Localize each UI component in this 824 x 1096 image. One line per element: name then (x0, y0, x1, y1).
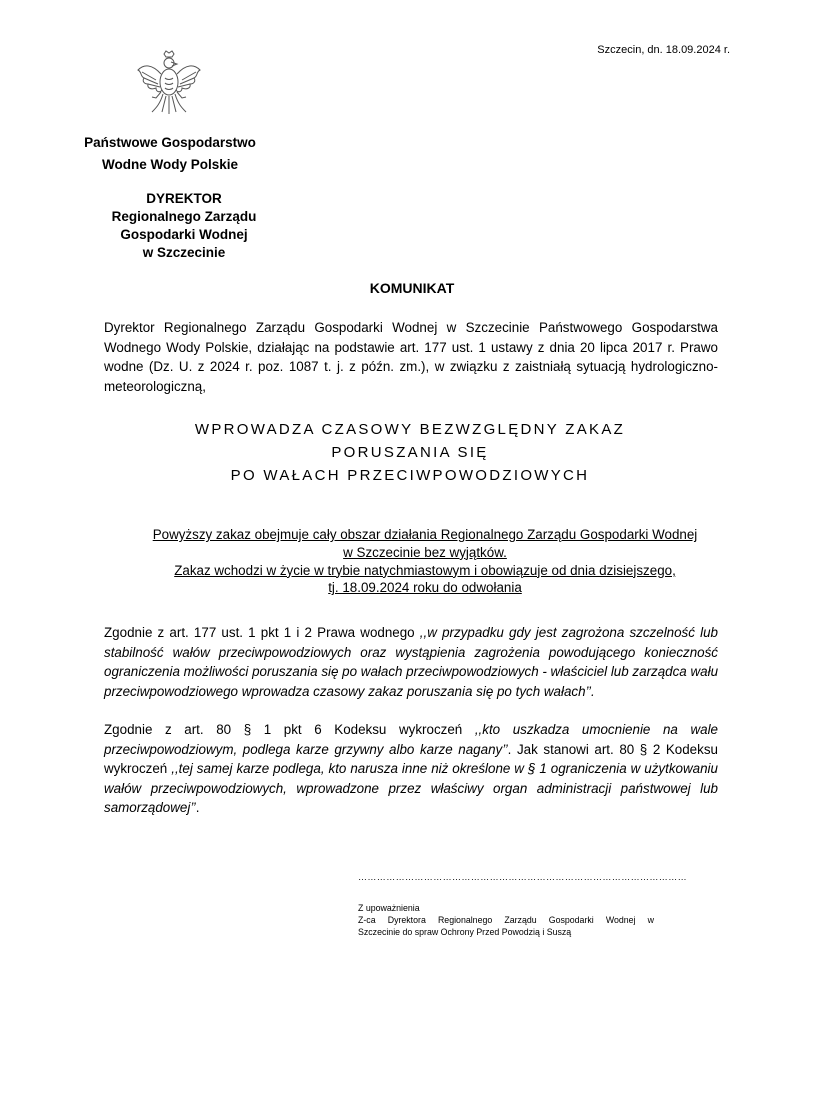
scope-line: w Szczecinie bez wyjątków. (343, 544, 507, 560)
director-block (60, 190, 308, 262)
signature-block (358, 902, 654, 938)
polish-eagle-icon (134, 50, 204, 118)
law-quote: ,,kto uszkadza umocnienie na wale przeciwpowodziowym, podlega karze grzywny albo karze nagany’’ (104, 722, 718, 757)
ban-headline (100, 418, 720, 487)
director-title: DYREKTOR (146, 191, 222, 206)
scope-line: Powyższy zakaz obejmuje cały obszar działania Regionalnego Zarządu Gospodarki Wodnej (152, 527, 698, 542)
director-line: Gospodarki Wodnej (120, 227, 248, 242)
director-line: w Szczecinie (142, 245, 226, 260)
headline-line: WPROWADZA CZASOWY BEZWZGLĘDNY ZAKAZ (194, 421, 626, 438)
scope-line: Zakaz wchodzi w życie w trybie natychmiastowym i obowiązuje od dnia dzisiejszego, (174, 562, 676, 578)
paragraph-lead: Zgodnie z art. 80 § 1 pkt 6 Kodeksu wykroczeń (104, 722, 475, 737)
legal-basis-paragraph (104, 623, 718, 701)
organization-line: Państwowe Gospodarstwo (84, 135, 256, 150)
place-date: Szczecin, dn. 18.09.2024 r. (597, 44, 730, 56)
penalty-paragraph (104, 720, 718, 818)
document-title: KOMUNIKAT (369, 280, 455, 296)
paragraph-lead: Zgodnie z art. 177 ust. 1 pkt 1 i 2 Prawa wodnego (104, 625, 420, 640)
ban-scope (100, 526, 750, 597)
headline-line: PORUSZANIA SIĘ (331, 444, 489, 461)
signature-line: …………………………………………………………………………………………… (358, 872, 687, 882)
headline-line: PO WAŁACH PRZECIWPOWODZIOWYCH (230, 467, 590, 484)
law-quote: ,,w przypadku gdy jest zagrożona szczelność lub stabilność wałów przeciwpowodziowych oraz wystąpienia zagrożenia powodującego konieczność ograniczenia możliwości poruszania się po wałach przeciwpowodziowych - właściciel lub zarządca wału przeciwpowodziowego wprowadza czasowy zakaz poruszania się po tych wałach’’. (104, 625, 719, 699)
law-quote: ,,tej samej karze podlega, kto narusza inne niż określone w § 1 ograniczenia w użytkowaniu wałów przeciwpowodziowych, wprowadzone przez właściwy organ administracji państwowej lub samorządowej’’ (104, 761, 718, 815)
scope-line: tj. 18.09.2024 roku do odwołania (328, 580, 522, 596)
signature-role: Szczecinie do spraw Ochrony Przed Powodzią i Suszą (358, 927, 572, 937)
signature-authorization: Z upoważnienia (358, 903, 420, 913)
director-line: Regionalnego Zarządu (111, 209, 257, 224)
signature-role: Z-ca Dyrektora Regionalnego Zarządu Gospodarki Wodnej w (358, 915, 654, 925)
paragraph-text: . Jak stanowi art. 80 § 2 Kodeksu wykroczeń (104, 741, 718, 776)
organization-name (60, 132, 280, 176)
paragraph-text: . (195, 800, 200, 815)
organization-line: Wodne Wody Polskie (101, 157, 239, 172)
intro-paragraph: Dyrektor Regionalnego Zarządu Gospodarki Wodnej w Szczecinie Państwowego Gospodarstwa Wodnego Wody Polskie, działając na podstawie art. 177 ust. 1 ustawy z dnia 20 lipca 2017 r. Prawo wodne (Dz. U. z 2024 r. poz. 1087 t. j. z późn. zm.), w związku z zaistniałą sytuacją hydrologiczno-meteorologiczną, (104, 320, 718, 394)
